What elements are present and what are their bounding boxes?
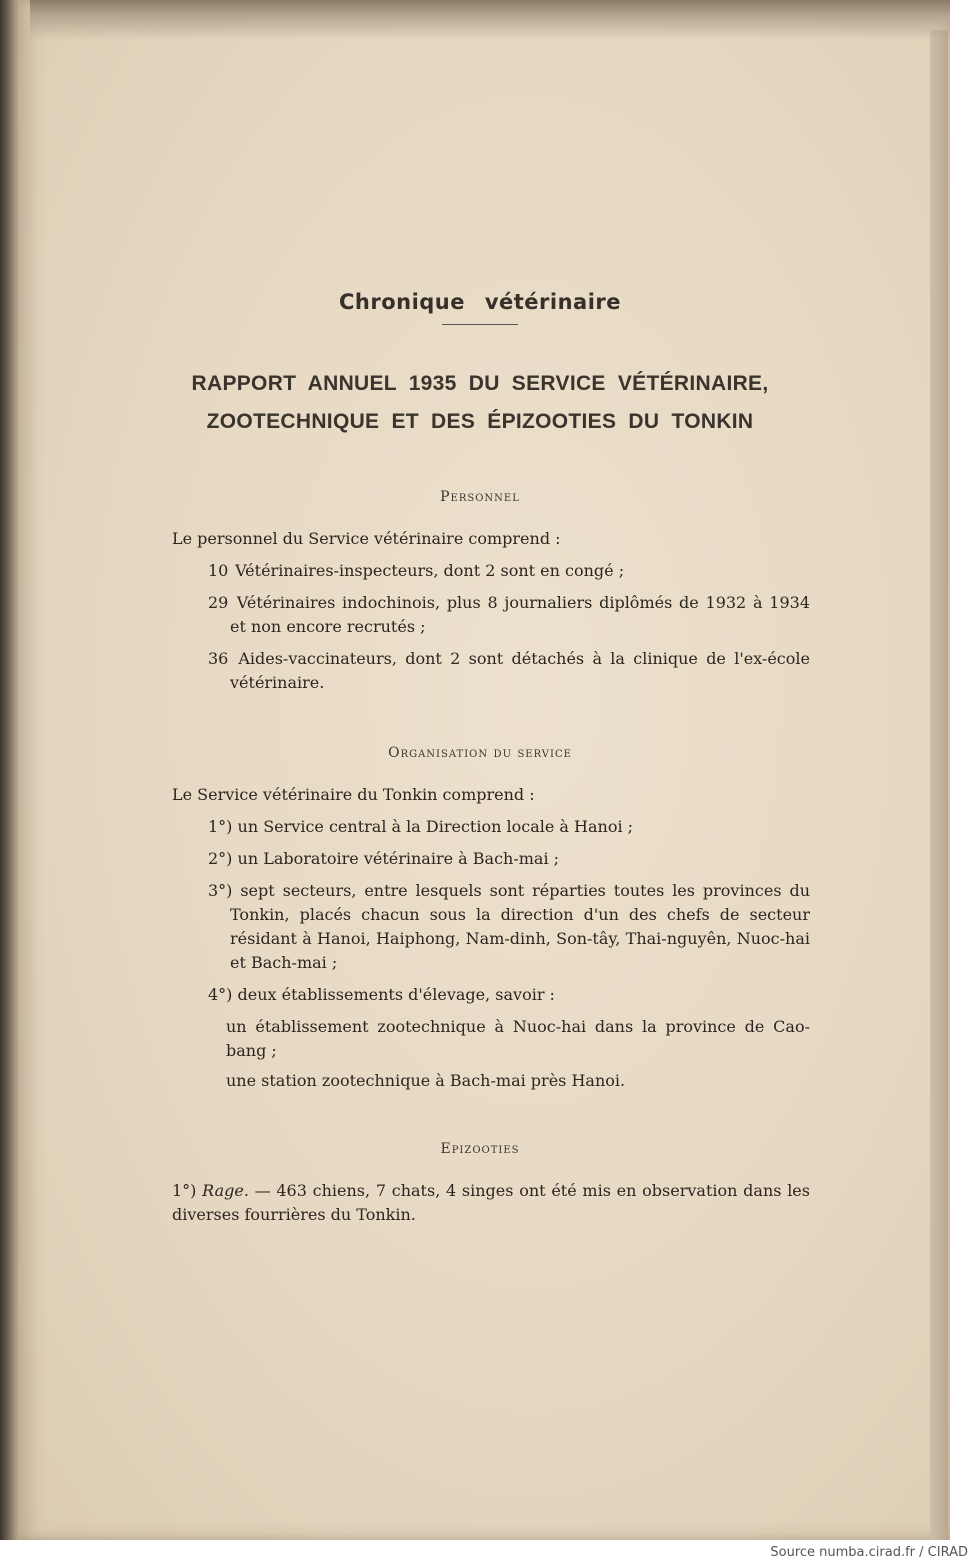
organisation-heading: Organisation du service	[388, 745, 572, 761]
organisation-item	[168, 847, 810, 871]
epizooties-heading: Epizooties	[440, 1141, 520, 1157]
organisation-item	[168, 879, 810, 975]
item-text: un Laboratoire vétérinaire à Bach-mai ;	[237, 849, 560, 868]
report-title-line2: ZOOTECHNIQUE ET DES ÉPIZOOTIES DU TONKIN	[206, 410, 754, 433]
disease-term: Rage.	[202, 1181, 249, 1200]
organisation-intro: Le Service vétérinaire du Tonkin comprend :	[172, 785, 535, 804]
personnel-item	[168, 559, 810, 583]
personnel-item	[168, 647, 810, 695]
item-number: 2°)	[208, 849, 233, 868]
item-number: 1°)	[172, 1181, 197, 1200]
organisation-subitem: une station zootechnique à Bach-mai près Hanoi.	[226, 1071, 626, 1090]
epizooties-paragraph	[150, 1179, 810, 1227]
personnel-item	[168, 591, 810, 639]
page-top-edge	[30, 0, 950, 40]
personnel-heading: Personnel	[440, 489, 520, 505]
item-number: 4°)	[208, 985, 233, 1004]
item-number: 3°)	[208, 881, 233, 900]
item-text: Vétérinaires-inspecteurs, dont 2 sont en congé ;	[235, 561, 625, 580]
item-text: deux établissements d'élevage, savoir :	[237, 985, 555, 1004]
organisation-item	[168, 983, 810, 1007]
source-credit: Source numba.cirad.fr / CIRAD	[770, 1545, 968, 1560]
item-number: 10	[208, 561, 229, 580]
section-title: Chronique vétérinaire	[338, 290, 622, 314]
personnel-intro: Le personnel du Service vétérinaire comprend :	[172, 529, 561, 548]
organisation-item	[168, 815, 810, 839]
item-text: Vétérinaires indochinois, plus 8 journaliers diplômés de 1932 à 1934 et non encore recrutés ;	[230, 593, 810, 636]
item-number: 1°)	[208, 817, 233, 836]
item-text: sept secteurs, entre lesquels sont réparties toutes les provinces du Tonkin, placés chacun sous la direction d'un des chefs de secteur résidant à Hanoi, Haiphong, Nam-dinh, Son-tây, Thai-nguyên, Nuoc-hai et Bach-mai ;	[230, 881, 810, 972]
item-text: un Service central à la Direction locale à Hanoi ;	[237, 817, 634, 836]
item-number: 29	[208, 593, 229, 612]
organisation-subitem: un établissement zootechnique à Nuoc-hai dans la province de Cao-bang ;	[226, 1017, 810, 1060]
page-content	[150, 290, 810, 1227]
report-title-line1: RAPPORT ANNUEL 1935 DU SERVICE VÉTÉRINAIRE,	[191, 372, 769, 395]
paragraph-text: — 463 chiens, 7 chats, 4 singes ont été mis en observation dans les diverses fourrières du Tonkin.	[172, 1181, 810, 1224]
report-title	[150, 365, 810, 441]
item-number: 36	[208, 649, 229, 668]
page-edge	[930, 30, 948, 1540]
title-rule	[442, 324, 518, 325]
item-text: Aides-vaccinateurs, dont 2 sont détachés à la clinique de l'ex-école vétérinaire.	[230, 649, 810, 692]
